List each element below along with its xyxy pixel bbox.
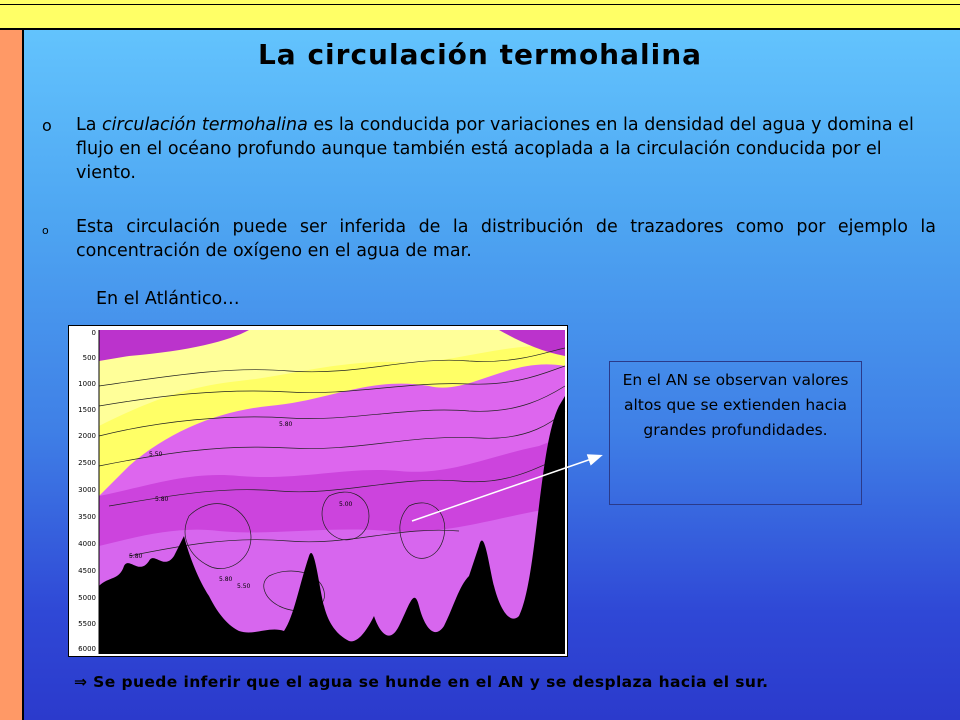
bullet-marker: o bbox=[42, 224, 49, 237]
slide-title: La circulación termohalina bbox=[257, 38, 703, 71]
depth-tick: 6000 bbox=[78, 645, 96, 653]
contour-label: 5.00 bbox=[339, 501, 353, 508]
depth-tick: 3000 bbox=[78, 486, 96, 494]
depth-tick: 0 bbox=[91, 329, 96, 337]
bullet-text: es la conducida por variaciones en la densidad del agua y domina el flujo en el océano profundo aunque también está acoplada a la circulación conducida por el viento. bbox=[76, 115, 914, 183]
depth-tick: 4500 bbox=[78, 567, 96, 575]
conclusion-text: ⇒ Se puede inferir que el agua se hunde en el AN y se desplaza hacia el sur. bbox=[74, 673, 769, 691]
contour-label: 5.50 bbox=[149, 451, 163, 458]
callout-arrow bbox=[412, 456, 600, 521]
contour-label: 5.80 bbox=[279, 421, 293, 428]
depth-tick: 5000 bbox=[78, 594, 96, 602]
callout-box: En el AN se observan valores altos que se extienden hacia grandes profundidades. bbox=[609, 361, 862, 505]
depth-tick: 5500 bbox=[78, 620, 96, 628]
depth-tick: 2000 bbox=[78, 432, 96, 440]
bullet-emphasis: circulación termohalina bbox=[102, 115, 308, 135]
depth-tick: 500 bbox=[82, 354, 96, 362]
depth-tick: 3500 bbox=[78, 513, 96, 521]
bullet-text: La bbox=[76, 115, 103, 135]
depth-tick: 1500 bbox=[78, 406, 96, 414]
contour-label: 5.80 bbox=[219, 576, 233, 583]
bullet-marker: o bbox=[42, 116, 52, 135]
bullet-tracers: Esta circulación puede ser inferida de la distribución de trazadores como por ejemplo la concentración de oxígeno en el agua de mar. bbox=[76, 217, 936, 261]
contour-label: 5.80 bbox=[129, 553, 143, 560]
depth-tick: 4000 bbox=[78, 540, 96, 548]
contour-label: 5.50 bbox=[237, 583, 251, 590]
contour-label: 5.80 bbox=[155, 496, 169, 503]
depth-tick: 1000 bbox=[78, 380, 96, 388]
depth-tick: 2500 bbox=[78, 459, 96, 467]
subheading-atlantic: En el Atlántico… bbox=[96, 289, 240, 309]
